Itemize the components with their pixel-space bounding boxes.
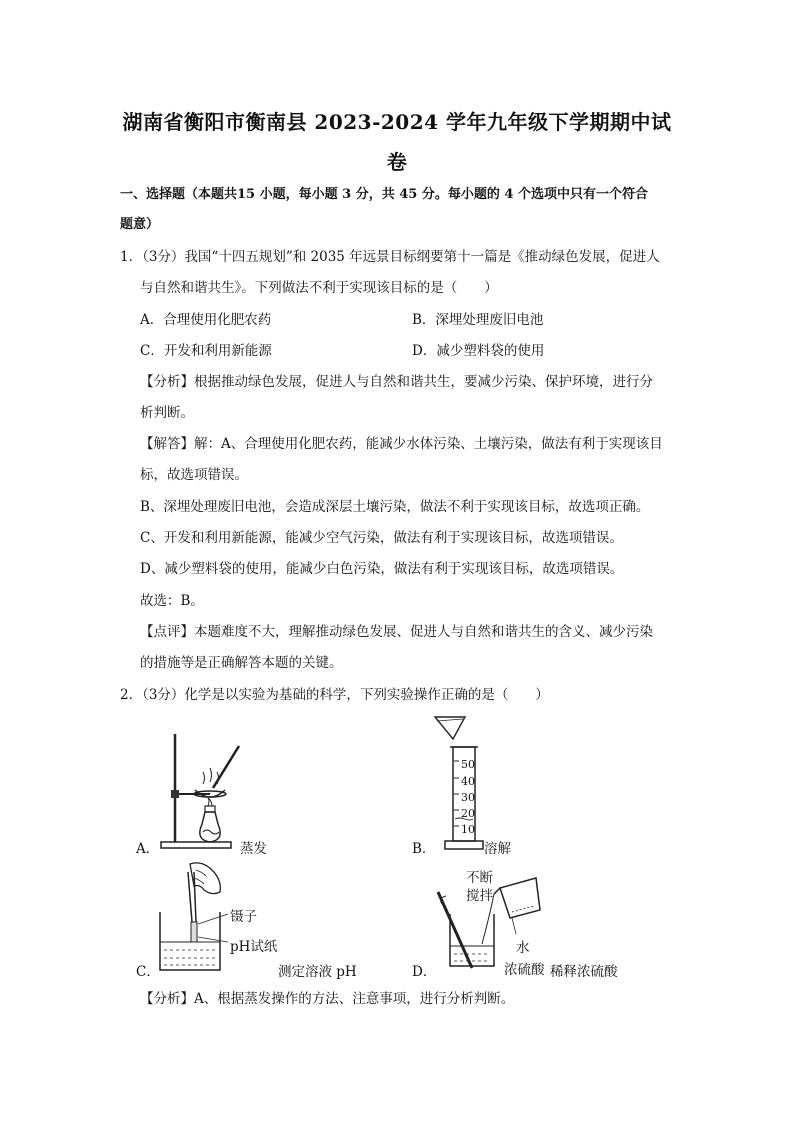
q2-option-d-caption: 稀释浓硫酸 (550, 964, 618, 980)
graduated-cylinder-figure (425, 715, 495, 855)
tweezers-label: 镊子 (230, 909, 257, 925)
q1-option-b: B．深埋处理废旧电池 (412, 312, 544, 328)
q1-stem-line1: 1．（3分）我国“十四五规划”和 2035 年远景目标纲要第十一篇是《推动绿色发展，促进人 (120, 249, 660, 265)
q2-option-a-letter: A． (136, 841, 160, 857)
q2-option-c-caption: 测定溶液 pH (278, 964, 357, 980)
q1-solution-line3: B、深埋处理废旧电池，会造成深层土壤污染，做法不利于实现该目标，故选项正确。 (140, 499, 650, 515)
evaporation-apparatus-figure (155, 732, 265, 852)
q1-solution-line1: 【解答】解：A、合理使用化肥农药，能减少水体污染、土壤污染，做法有利于实现该目 (140, 436, 663, 452)
stir-label-line1: 不断 (466, 870, 493, 886)
page-title-line2: 卷 (386, 150, 408, 174)
cylinder-tick-10: 10 (461, 823, 475, 836)
q1-analysis-line1: 【分析】根据推动绿色发展，促进人与自然和谐共生，要减少污染、保护环境，进行分 (140, 374, 653, 390)
q2-option-b-caption: 溶解 (484, 841, 511, 857)
q2-analysis: 【分析】A、根据蒸发操作的方法、注意事项，进行分析判断。 (140, 991, 515, 1007)
q1-option-d: D．减少塑料袋的使用 (412, 343, 545, 359)
page-title-line1: 湖南省衡阳市衡南县 2023-2024 学年九年级下学期期中试 (122, 110, 672, 134)
cylinder-tick-50: 50 (461, 758, 475, 771)
q1-comment-line1: 【点评】本题难度不大，理解推动绿色发展、促进人与自然和谐共生的含义、减少污染 (140, 624, 653, 640)
water-label: 水 (516, 940, 530, 956)
q2-option-b-letter: B． (412, 841, 436, 857)
q1-option-a: A．合理使用化肥农药 (140, 312, 272, 328)
acid-label: 浓硫酸 (504, 962, 545, 978)
cylinder-tick-40: 40 (461, 775, 475, 788)
q1-solution-line4: C、开发和利用新能源，能减少空气污染，做法有利于实现该目标，故选项错误。 (140, 530, 623, 546)
cylinder-tick-30: 30 (461, 791, 475, 804)
q1-comment-line2: 的措施等是正确解答本题的关键。 (140, 655, 343, 671)
ph-test-figure (158, 862, 238, 977)
q1-analysis-line2: 析判断。 (140, 405, 194, 421)
section-header-line1: 一、选择题（本题共15 小题，每小题 3 分，共 45 分。每小题的 4 个选项中只有一个符合 (120, 187, 648, 202)
q2-option-c-letter: C． (136, 964, 160, 980)
q2-stem: 2．（3分）化学是以实验为基础的科学，下列实验操作正确的是（ ） (120, 687, 549, 703)
q1-stem-line2: 与自然和谐共生》。下列做法不利于实现该目标的是（ ） (140, 280, 498, 296)
q1-solution-line5: D、减少塑料袋的使用，能减少白色污染，做法有利于实现该目标，故选项错误。 (140, 561, 624, 577)
q1-solution-line2: 标，故选项错误。 (140, 467, 248, 483)
q2-option-d-letter: D． (412, 964, 437, 980)
ph-paper-label: pH试纸 (230, 939, 278, 955)
section-header-line2: 题意） (120, 217, 160, 232)
stir-label-line2: 搅拌 (466, 888, 493, 904)
q2-option-a-caption: 蒸发 (240, 841, 267, 857)
q1-option-c: C．开发和利用新能源 (140, 343, 272, 359)
q1-answer: 故选：B。 (140, 593, 204, 609)
cylinder-tick-20: 20 (461, 807, 475, 820)
